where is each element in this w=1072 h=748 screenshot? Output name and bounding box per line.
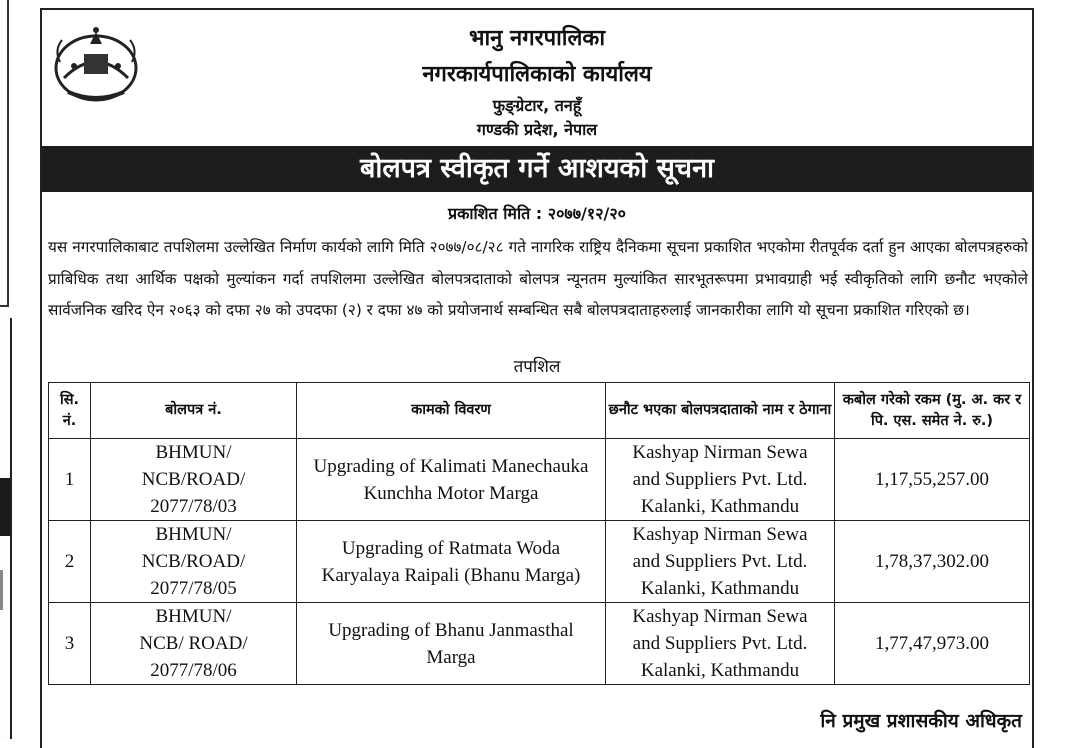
- table-row: [49, 603, 1030, 685]
- bid-no-line: NCB/ROAD/: [141, 469, 246, 490]
- cell-work: [297, 521, 606, 603]
- header-bid-no: बोलपत्र नं.: [91, 383, 297, 439]
- cell-sn: 3: [49, 603, 91, 685]
- bidder-line: Kalanki, Kathmandu: [640, 660, 800, 681]
- header-sn: सि. नं.: [49, 383, 91, 439]
- notice-paragraph: यस नगरपालिकाबाट तपशिलमा उल्लेखित निर्माण कार्यको लागि मिति २०७७/०८/२८ गते नागरिक राष्ट्रिय दैनिकमा सूचना प्रकाशित भएकोमा रीतपूर्वक दर्ता हुन आएका बोलपत्रहरुको प्राबिधिक तथा आर्थिक पक्षको मुल्यांकन गर्दा तपशिलमा उल्लेखित बोलपत्रदाताको बोलपत्र न्यूनतम मुल्यांकित सारभूतरूपमा प्रभावग्राही भई स्वीकृतिको लागि छनौट भएकोले सार्वजनिक खरिद ऐन २०६३ को दफा २७ को उपदफा (२) र दफा ४७ को प्रयोजनार्थ सम्बन्धित सबै बोलपत्रदाताहरुलाई जानकारीका लागि यो सूचना प्रकाशित गरिएको छ।: [48, 238, 1028, 319]
- cell-bidder: [606, 521, 835, 603]
- tender-notice: [40, 8, 1034, 748]
- bid-table: [48, 382, 1030, 685]
- cell-bidder: [606, 603, 835, 685]
- bidder-line: and Suppliers Pvt. Ltd.: [632, 551, 808, 572]
- bidder-line: Kashyap Nirman Sewa: [632, 442, 808, 463]
- bid-no-line: BHMUN/: [155, 524, 232, 545]
- cell-work: [297, 603, 606, 685]
- work-line: Karyalaya Raipali (Bhanu Marga): [321, 564, 581, 586]
- bidder-line: Kalanki, Kathmandu: [640, 578, 800, 599]
- office-location: फुङ्ग्रेटार, तनहूँ: [492, 96, 582, 115]
- adjacent-page-fragment: [0, 0, 9, 307]
- notice-title: बोलपत्र स्वीकृत गर्ने आशयको सूचना: [42, 146, 1032, 192]
- table-header-row: [49, 383, 1030, 439]
- cell-bid-no: [91, 603, 297, 685]
- work-line: Marga: [426, 646, 476, 668]
- cell-work: [297, 439, 606, 521]
- cell-amount: 1,17,55,257.00: [835, 439, 1030, 521]
- bidder-line: and Suppliers Pvt. Ltd.: [632, 469, 808, 490]
- office-name: नगरकार्यपालिकाको कार्यालय: [422, 62, 652, 87]
- bidder-line: Kashyap Nirman Sewa: [632, 524, 808, 545]
- bid-no-line: BHMUN/: [155, 442, 232, 463]
- bid-no-line: 2077/78/03: [150, 496, 237, 517]
- header-work: कामको विवरण: [297, 383, 606, 439]
- cell-amount: 1,78,37,302.00: [835, 521, 1030, 603]
- adjacent-page-edge: [0, 570, 3, 610]
- signatory-title: नि प्रमुख प्रशासकीय अधिकृत: [820, 710, 1022, 732]
- cell-amount: 1,77,47,973.00: [835, 603, 1030, 685]
- bidder-line: Kashyap Nirman Sewa: [632, 606, 808, 627]
- work-line: Upgrading of Ratmata Woda: [341, 537, 561, 559]
- cell-sn: 2: [49, 521, 91, 603]
- cell-bid-no: [91, 521, 297, 603]
- table-row: [49, 439, 1030, 521]
- bid-no-line: 2077/78/05: [150, 578, 237, 599]
- published-date: प्रकाशित मिति : २०७७/१२/२०: [447, 204, 626, 223]
- header-bidder: छनौट भएका बोलपत्रदाताको नाम र ठेगाना: [606, 383, 835, 439]
- bid-no-line: NCB/ROAD/: [141, 551, 246, 572]
- bid-no-line: 2077/78/06: [150, 660, 237, 681]
- work-line: Upgrading of Kalimati Manechauka: [313, 455, 589, 477]
- municipality-name: भानु नगरपालिका: [468, 26, 606, 51]
- header-amount: कबोल गरेको रकम (मु. अ. कर र पि. एस. समेत ने. रु.): [835, 383, 1030, 439]
- cell-sn: 1: [49, 439, 91, 521]
- cell-bid-no: [91, 439, 297, 521]
- province-country: गण्डकी प्रदेश, नेपाल: [476, 120, 598, 139]
- schedule-label: तपशिल: [513, 357, 561, 377]
- adjacent-page-dark-block: [0, 478, 10, 536]
- work-line: Kunchha Motor Marga: [363, 482, 539, 504]
- bidder-line: Kalanki, Kathmandu: [640, 496, 800, 517]
- cell-bidder: [606, 439, 835, 521]
- bidder-line: and Suppliers Pvt. Ltd.: [632, 633, 808, 654]
- work-line: Upgrading of Bhanu Janmasthal: [328, 619, 574, 641]
- table-row: [49, 521, 1030, 603]
- bid-no-line: NCB/ ROAD/: [139, 633, 248, 654]
- bid-no-line: BHMUN/: [155, 606, 232, 627]
